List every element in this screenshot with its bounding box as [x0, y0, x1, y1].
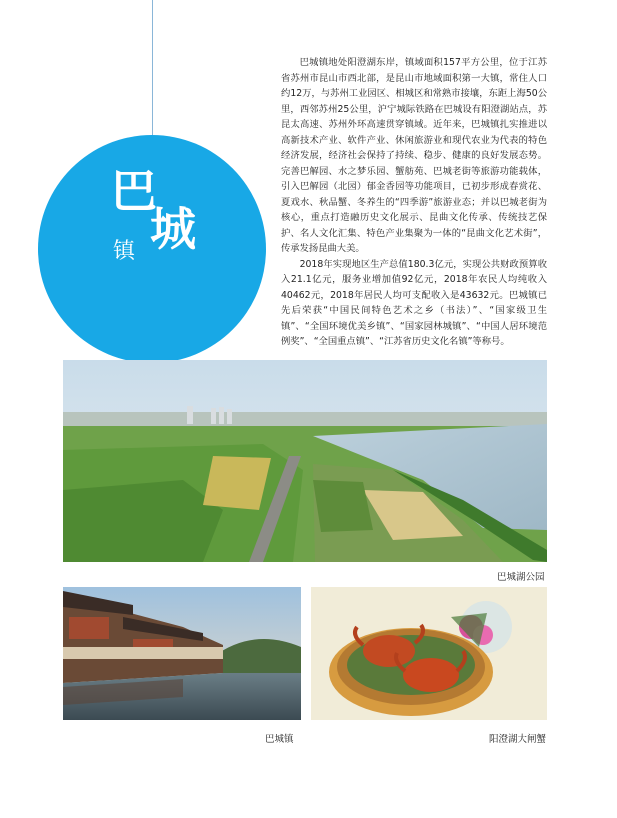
- caption-old-town: 巴城镇: [265, 734, 294, 745]
- title-char-cheng: 城: [150, 202, 196, 256]
- photo-lake-park: [63, 360, 547, 562]
- photo-old-town: [63, 587, 301, 720]
- article-body: [281, 55, 547, 350]
- caption-lake-park: 巴城湖公园: [497, 572, 545, 583]
- photo-crab: [311, 587, 547, 720]
- paragraph-economy: 2018年实现地区生产总值180.3亿元，实现公共财政预算收入21.1亿元，服务业增加值92亿元，2018年农民人均纯收入40462元，2018年居民人均可支配收入是43632元。巴城镇已先后荣获“中国民间特色艺术之乡（书法）”、“国家级卫生镇”、“全国环境优美乡镇”、“国家园林城镇”、“中国人居环境范例奖”、“全国重点镇”、“江苏省历史文化名镇”等称号。: [281, 258, 547, 347]
- paragraph-intro: 巴城镇地处阳澄湖东岸，镇域面积157平方公里，位于江苏省苏州市昆山市西北部，是昆山市地域面积第一大镇，常住人口约12万，与苏州工业园区、相城区和常熟市接壤，东距上海50公里，西邻苏州25公里，沪宁城际铁路在巴城设有阳澄湖站点，苏昆太高速、苏州外环高速贯穿镇域。近年来，巴城镇扎实推进以高新技术产业、软件产业、休闲旅游业和现代农业为代表的特色经济发展，经济社会保持了持续、稳步、健康的良好发展态势。完善巴解园、水之梦乐园、蟹舫苑、巴城老街等旅游功能载体，引入巴解园（北园）郁金香园等功能项目，已初步形成春赏花、夏戏水、秋品蟹、冬养生的“四季游”旅游业态；并以巴城老街为核心，重点打造融历史文化展示、昆曲文化传承、传统技艺保护、名人文化汇集、特色产业集聚为一体的“昆曲文化艺术街”，传承发扬昆曲大美。: [281, 57, 547, 254]
- caption-crab: 阳澄湖大闸蟹: [489, 734, 547, 745]
- title-char-zhen: 镇: [113, 239, 136, 264]
- title-char-ba: 巴: [111, 164, 157, 218]
